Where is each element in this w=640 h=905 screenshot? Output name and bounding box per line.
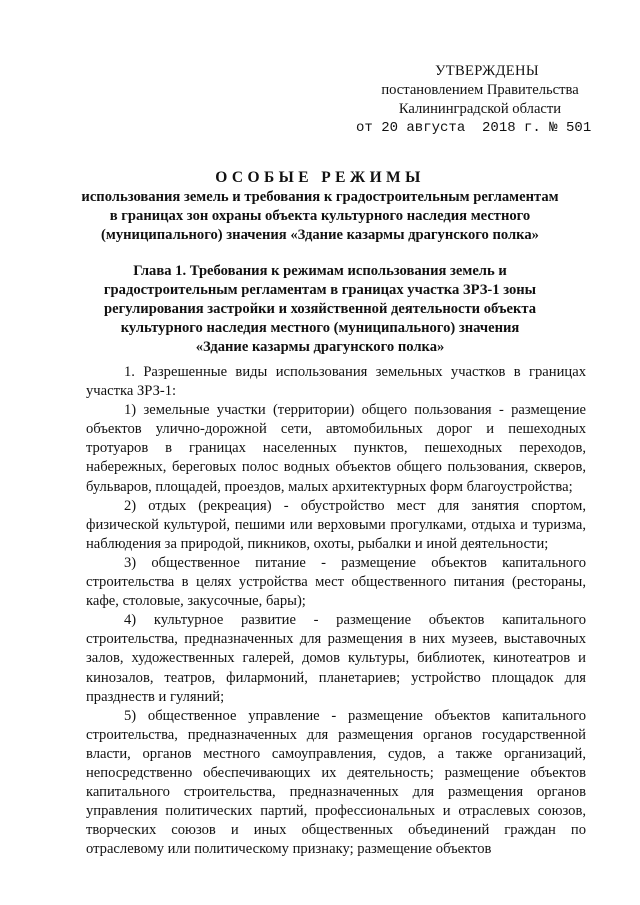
approval-date: от 20 августа 2018 г. № 501 — [356, 120, 592, 136]
chapter-heading-line-4: культурного наследия местного (муниципального) значения — [120, 320, 520, 336]
approval-line-1: постановлением Правительства — [381, 82, 579, 98]
chapter-heading-line-5: «Здание казармы драгунского полка» — [195, 339, 445, 355]
chapter-heading-line-2: градостроительным регламентам в границах участка ЗРЗ-1 зоны — [103, 282, 537, 298]
document-title-line-3: (муниципального) значения «Здание казармы драгунского полка» — [101, 227, 539, 243]
paragraph: 2) отдых (рекреация) - обустройство мест для занятия спортом, физической культурой, пешими или верховыми прогулками, отдыха и туризма, наблюдения за природой, пикников, охоты, рыбалки и иной деятельности; — [86, 497, 586, 552]
paragraph: 1. Разрешенные виды использования земельных участков в границах участка ЗРЗ-1: — [86, 364, 586, 400]
document-title-line-2: в границах зон охраны объекта культурного наследия местного — [109, 208, 531, 224]
chapter-heading — [40, 262, 600, 357]
approval-line-2: Калининградской области — [398, 101, 562, 117]
paragraph: 1) земельные участки (территории) общего пользования - размещение объектов улично-дорожной сети, автомобильных дорог и пешеходных тротуаров в границах населенных пунктов, пешеходных переходов, набережных, береговых полос водных объектов общего пользования, скверов, бульваров, площадей, проездов, малых архитектурных форм благоустройства; — [86, 402, 586, 495]
paragraph: 4) культурное развитие - размещение объектов капитального строительства, предназначенных для размещения в них музеев, выставочных залов, художественных галерей, домов культуры, библиотек, кинотеатров и кинозалов, театров, филармоний, планетариев; устройство площадок для празднеств и гуляний; — [86, 612, 586, 705]
chapter-heading-line-1: Глава 1. Требования к режимам использования земель и — [133, 263, 507, 279]
approval-title: УТВЕРЖДЕНЫ — [435, 63, 539, 79]
chapter-heading-line-3: регулирования застройки и хозяйственной деятельности объекта — [103, 301, 537, 317]
paragraph: 3) общественное питание - размещение объектов капитального строительства в целях устройства мест общественного питания (рестораны, кафе, столовые, закусочные, бары); — [86, 554, 586, 610]
document-body — [86, 363, 586, 859]
document-title-main: ОСОБЫЕ РЕЖИМЫ — [215, 169, 425, 186]
document-title — [40, 168, 600, 245]
approval-block — [356, 62, 600, 138]
paragraph: 5) общественное управление - размещение объектов капитального строительства, предназначенных для размещения органов государственной власти, органов местного самоуправления, судов, а также организаций, непосредственно обеспечивающих их деятельность; размещение объектов капитального строительства, предназначенных для размещения органов управления политических партий, профессиональных и отраслевых союзов, творческих союзов и иных общественных объединений граждан по отраслевому или политическому признаку; размещение объектов — [86, 707, 586, 858]
document-title-line-1: использования земель и требования к градостроительным регламентам — [81, 189, 559, 205]
